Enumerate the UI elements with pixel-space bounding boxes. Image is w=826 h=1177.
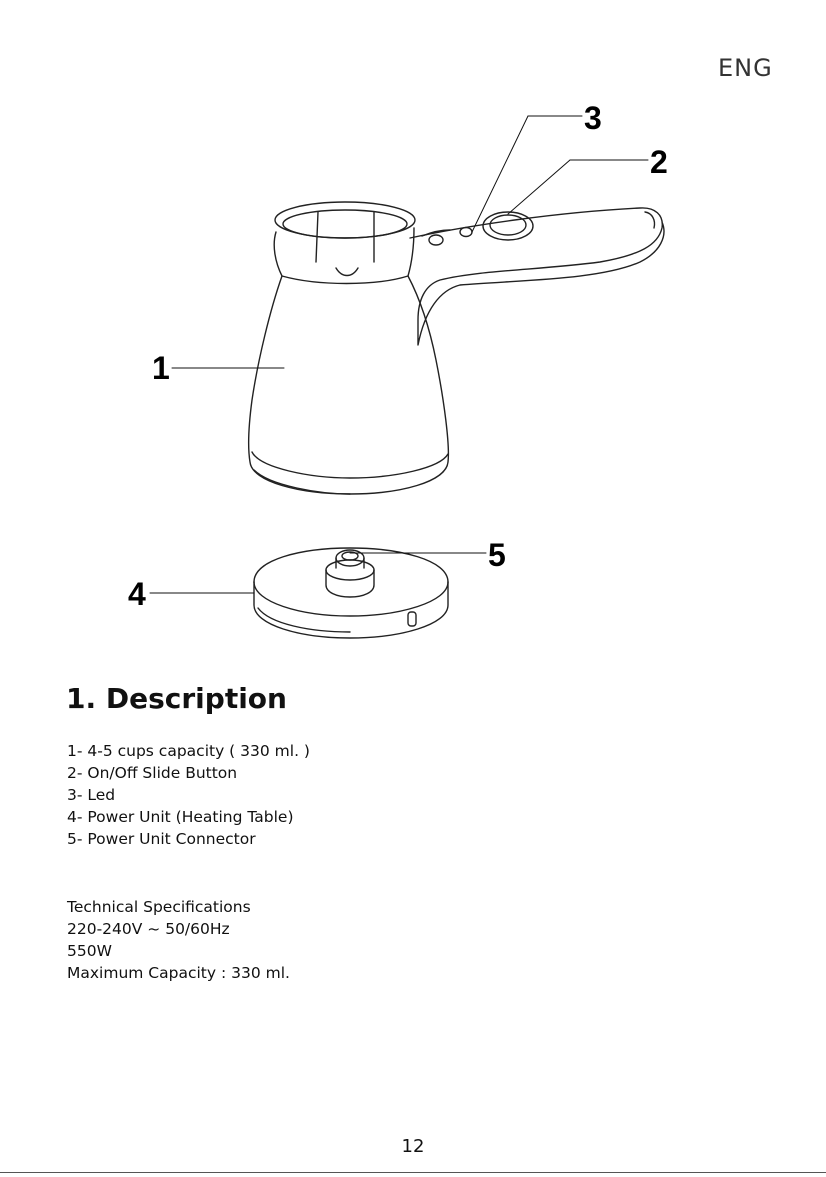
- pot-drawing: [249, 202, 449, 638]
- list-item: 2- On/Off Slide Button: [67, 764, 238, 782]
- page-number: 12: [401, 1136, 425, 1157]
- description-list: [67, 740, 310, 850]
- list-item: 5- Power Unit Connector: [67, 830, 256, 848]
- heating-base-drawing: [254, 548, 448, 638]
- section-heading: 1. Description: [66, 682, 287, 715]
- footer-divider: [0, 1172, 826, 1173]
- spec-line: 550W: [67, 942, 112, 960]
- leader-lines: [150, 116, 648, 593]
- spec-line: Maximum Capacity : 330 ml.: [67, 964, 290, 982]
- technical-specifications: [67, 896, 290, 984]
- list-item: 3- Led: [67, 786, 116, 804]
- callout-2: 2: [650, 144, 668, 180]
- spec-line: 220-240V ~ 50/60Hz: [67, 920, 230, 938]
- specs-title: Technical Specifications: [67, 898, 251, 916]
- list-item: 4- Power Unit (Heating Table): [67, 808, 294, 826]
- led-indicator-drawing: [460, 228, 472, 237]
- callout-1: 1: [152, 350, 170, 386]
- callout-3: 3: [584, 100, 602, 136]
- language-label: ENG: [718, 54, 773, 82]
- callout-4: 4: [128, 576, 146, 612]
- callout-5: 5: [488, 537, 506, 573]
- handle-drawing: [410, 208, 664, 345]
- list-item: 1- 4-5 cups capacity ( 330 ml. ): [67, 742, 310, 760]
- connector-drawing: [326, 550, 374, 597]
